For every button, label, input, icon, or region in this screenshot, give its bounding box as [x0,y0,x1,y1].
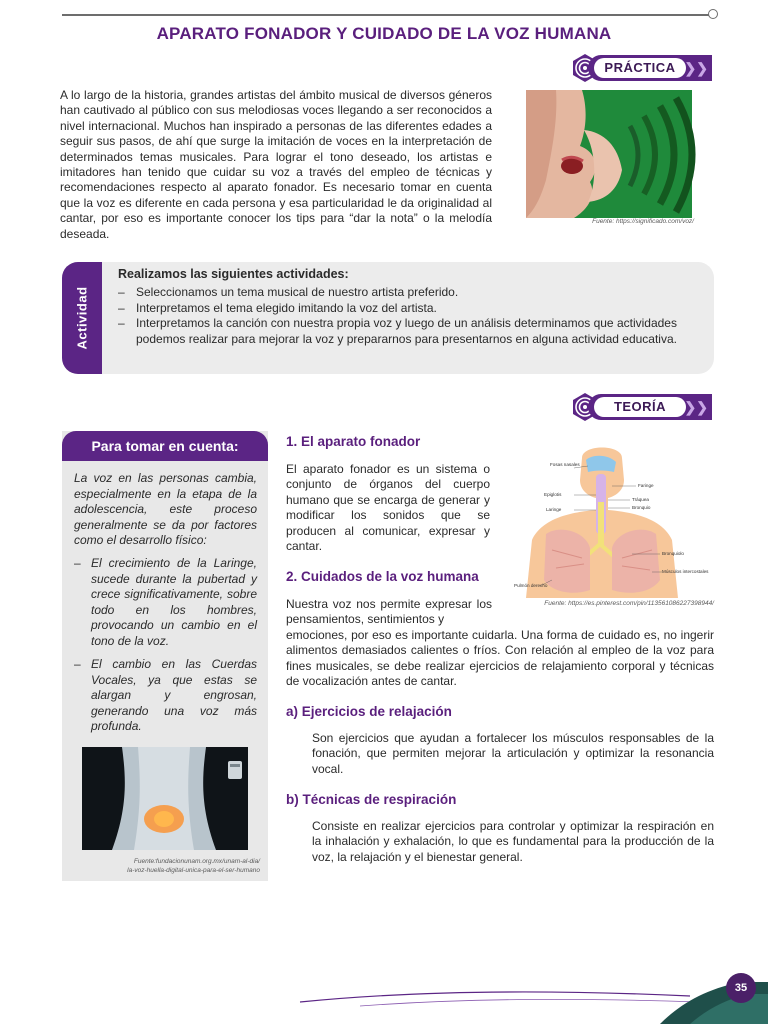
teoria-label: TEORÍA [594,397,686,417]
diagram-label-faringe: Faringe [638,483,654,488]
diagram-label-epiglotis: Epiglotis [544,492,562,497]
sidebar-intro: La voz en las personas cambia, especialmente en la etapa de la adolescencia, este proceso generalmente se da por factores como el desarrollo físico: [74,471,257,547]
top-rule [62,14,710,16]
page-title: APARATO FONADOR Y CUIDADO DE LA VOZ HUMANA [156,24,612,43]
throat-photo [82,747,248,850]
teoria-badge [570,394,712,420]
diagram-label-bronquiolo: Bronquiolo [662,551,684,556]
subsection-paragraph: Consiste en realizar ejercicios para controlar y optimizar la respiración en la inhalación y exhalación, lo que es fundamental para la producción de la voz, la relajación y el bienestar general. [312,819,714,864]
singer-photo [526,90,692,218]
list-item: – Interpretamos la canción con nuestra propia voz y luego de un análisis determinamos que actividades podemos realizar para mejorar la voz y prepararnos para presentarnos en alguna actividad educativa. [118,316,708,347]
photo-caption-line: Fuente:fundacionunam.org.mx/unam-al-dia/ [133,858,260,865]
section-heading: 2. Cuidados de la voz humana [286,569,479,584]
photo-caption [82,857,260,875]
section-paragraph: emociones, por eso es importante cuidarla. Una forma de cuidado es, no ingerir alimentos demasiados calientes o fríos. Con relación al empleo de la voz para fines musicales, se debe realizar ejercicios de relajamiento corporal y técnicas de vocalización antes de cantar. [286,628,714,689]
subsection-heading: b) Técnicas de respiración [286,792,457,807]
section-heading: 1. El aparato fonador [286,434,421,449]
activity-tab [62,262,102,374]
diagram-label-traquea: Tráquea [632,497,649,502]
diagram-label-musculos: Músculos intercostales [662,569,709,574]
photo-caption: Fuente: https://significado.com/voz/ [592,218,694,225]
subsection-paragraph: Son ejercicios que ayudan a fortalecer los músculos responsables de la fonación, que permiten mejorar la articulación y optimizar la resonancia vocal. [312,731,714,776]
section-paragraph: Nuestra voz nos permite expresar los pensamientos, sentimientos y [286,597,492,627]
list-item: – Seleccionamos un tema musical de nuestro artista preferido. [118,285,708,301]
sidebar-list [74,556,257,743]
practica-badge [570,55,712,81]
list-item: – Interpretamos el tema elegido imitando la voz del artista. [118,301,708,317]
intro-paragraph: A lo largo de la historia, grandes artistas del ámbito musical de diversos géneros han cautivado al público con sus melodiosas voces llegando a ser reconocidos a nivel internacional. Muchos han inspirado a personas de las diferentes edades a seguir sus pasos, de ahí que surge la imitación de voces en la interpretación de determinados temas musicales. Para lograr el tono deseado, los artistas e imitadores han tenido que cuidar su voz a través del empleo de técnicas y recomendaciones respecto al aparato fonador. Es necesario tomar en cuenta que la voz es diferente en cada persona y esa particularidad le da originalidad al cantar, por eso es importante conocer los tips para “dar la nota” o la melodía deseada. [60,88,492,241]
chevrons-icon: ❯❯ [684,60,708,76]
chevrons-icon: ❯❯ [684,399,708,415]
activity-tab-label: Actividad [74,286,90,350]
list-item: – El cambio en las Cuerdas Vocales, ya que estas se alargan y engrosan, generando una voz más profunda. [74,657,257,735]
photo-caption: Fuente: https://es.pinterest.com/pin/113561086227398944/ [544,600,714,607]
section-paragraph: El aparato fonador es un sistema o conjunto de órganos del cuerpo humano que se encarga de generar y modificar los sonidos que se producen al comunicar, expresar y cantar. [286,462,490,554]
page-number: 35 [726,973,756,1003]
diagram-label-fosas: Fosas nasales [550,462,580,467]
footer-decoration [0,968,768,1024]
diagram-label-laringe: Laringe [546,507,562,512]
photo-caption-line: la-voz-huella-digital-unica-para-el-ser-humano [127,867,260,874]
top-rule-ornament [708,9,718,19]
activity-list [118,285,708,347]
subsection-heading: a) Ejercicios de relajación [286,704,452,719]
diagram-label-pulmon: Pulmón derecho [514,583,548,588]
list-item: – El crecimiento de la Laringe, sucede durante la pubertad y crece significativamente, sobre todo en los hombres, provocando un cambio en el tono de la voz. [74,556,257,649]
sidebar-heading: Para tomar en cuenta: [62,431,268,461]
practica-label: PRÁCTICA [594,58,686,78]
diagram-label-bronquio: Bronquio [632,505,651,510]
activity-title: Realizamos las siguientes actividades: [118,267,349,281]
respiratory-diagram [512,440,709,598]
